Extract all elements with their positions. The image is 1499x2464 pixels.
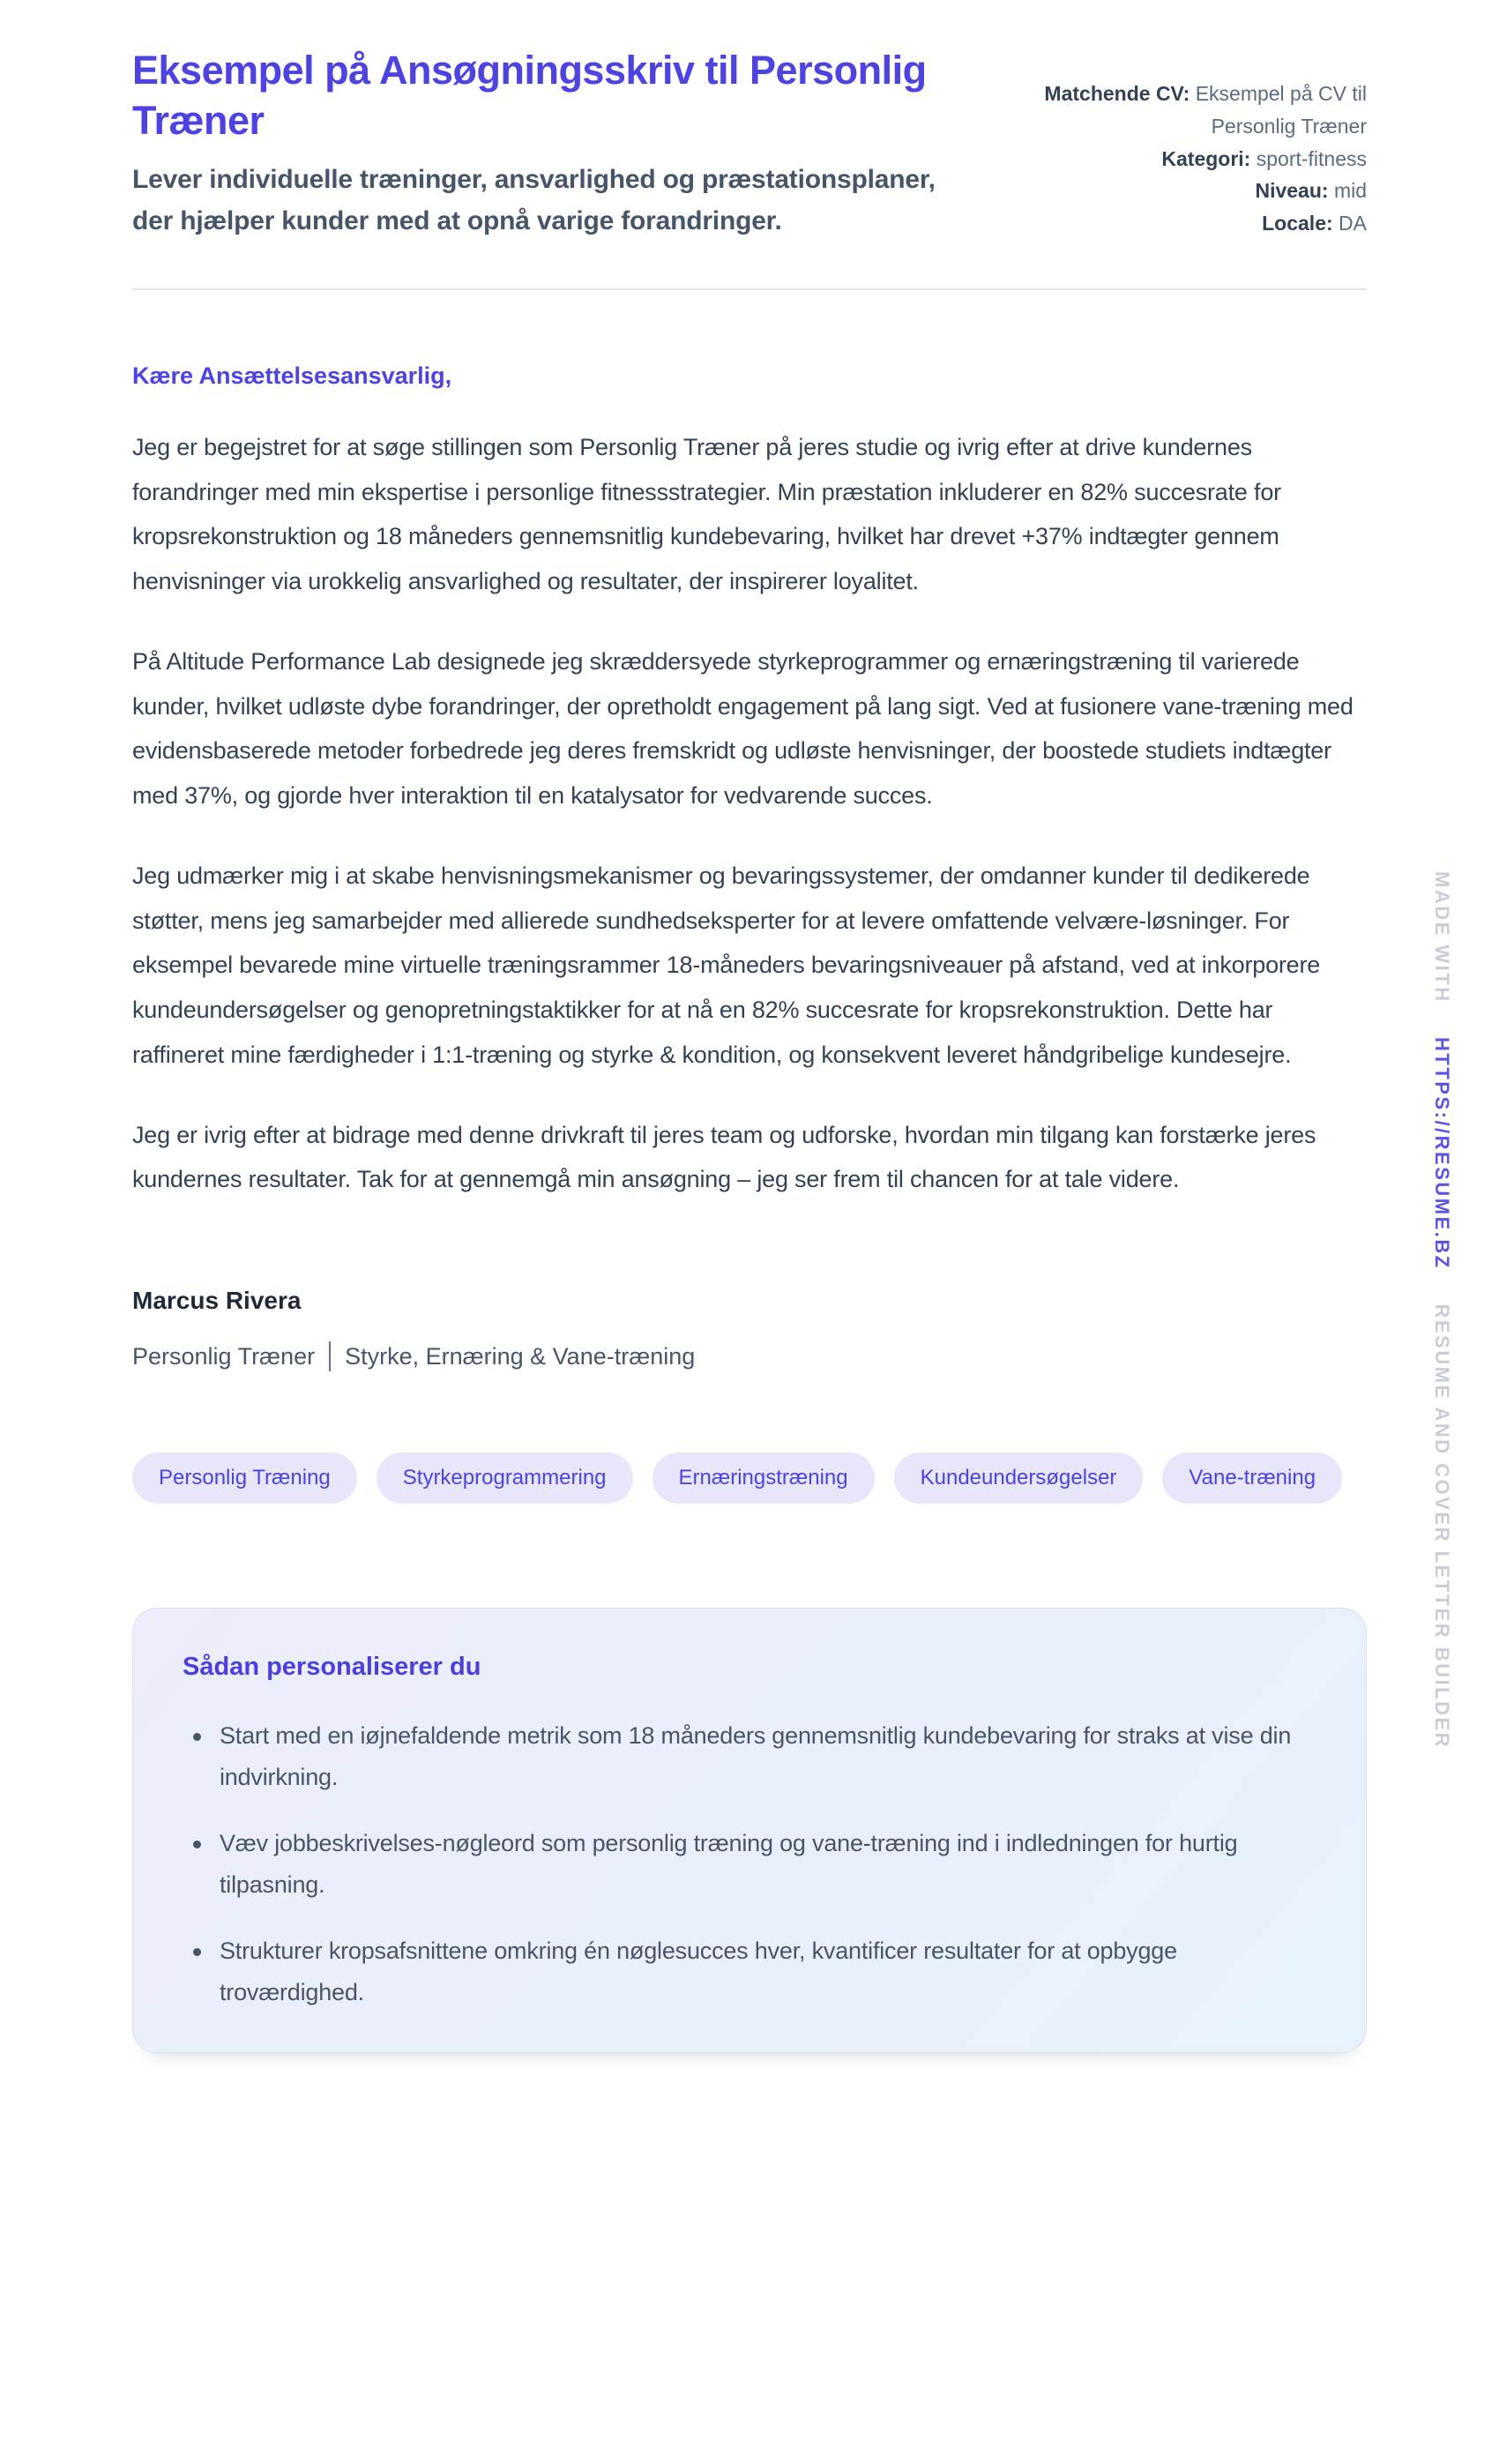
divider (132, 288, 1367, 290)
tag-pill: Vane-træning (1162, 1452, 1342, 1504)
personalization-tips-box (132, 1608, 1367, 2053)
tag-pill: Styrkeprogrammering (377, 1452, 633, 1504)
letter-paragraph: Jeg er ivrig efter at bidrage med denne drivkraft til jeres team og udforske, hvordan min tilgang kan forstærke jeres kundernes resultater. Tak for at gennemgå min ansøgning – jeg ser frem til chancen for at tale videre. (132, 1121, 1316, 1193)
meta-matching-cv-label: Matchende CV: (1044, 82, 1190, 105)
signature-role: Personlig Træner (132, 1342, 316, 1370)
meta-matching-cv (1033, 78, 1367, 143)
page-title: Eksempel på Ansøgningsskriv til Personlig Træner (132, 48, 927, 143)
skill-tags (132, 1452, 1367, 1504)
tips-list (183, 1715, 1316, 2013)
made-with-text: MADE WITH (1431, 871, 1453, 1004)
meta-locale-label: Locale: (1262, 212, 1333, 235)
meta-locale-value: DA (1339, 212, 1367, 235)
tag-pill: Ernæringstræning (653, 1452, 875, 1504)
meta-category-value: sport-fitness (1256, 146, 1367, 170)
signature-name: Marcus Rivera (132, 1287, 302, 1315)
meta-category-label: Kategori: (1161, 146, 1251, 170)
meta-locale (1033, 207, 1367, 240)
meta-level-value: mid (1333, 179, 1367, 203)
letter-paragraph: Jeg udmærker mig i at skabe henvisningsmekanismer og bevaringssystemer, der omdanner kunder til dedikerede støtter, mens jeg samarbejder med allierede sundhedseksperter for at levere omfattende velvære-løsninger. For eksempel bevarede mine virtuelle træningsrammer 18-måneders bevaringsniveauer på afstand, ved at inkorporere kundeundersøgelser og genopretningstaktikker for at nå en 82% succesrate for kropsrekonstruktion. Dette har raffineret mine færdigheder i 1:1-træning og styrke & kondition, og konsekvent leveret håndgribelige kundesejre. (132, 862, 1321, 1068)
meta-matching-cv-value: Eksempel på CV til Personlig Træner (1195, 82, 1367, 138)
header (132, 46, 1367, 243)
meta-level (1033, 175, 1367, 207)
salutation: Kære Ansættelsesansvarlig, (132, 362, 452, 389)
tag-pill: Personlig Træning (132, 1452, 357, 1504)
cover-letter-body (132, 362, 1367, 1371)
made-with-branding (1430, 871, 1453, 1749)
letter-paragraph: Jeg er begejstret for at søge stillingen som Personlig Træner på jeres studie og ivrig efter at drive kundernes forandringer med min ekspertise i personlige fitnessstrategier. Min præstation inkluderer en 82% succesrate for kropsrekonstruktion og 18 måneders gennemsnitlig kundebevaring, hvilket har drevet +37% indtægter gennem henvisninger via urokkelig ansvarlighed og resultater, der inspirerer loyalitet. (132, 433, 1281, 595)
tip-item: Strukturer kropsafsnittene omkring én nøglesucces hver, kvantificer resultater for at opbygge troværdighed. (183, 1930, 1316, 2013)
page-subtitle: Lever individuelle træninger, ansvarlighed og præstationsplaner, der hjælper kunder med at opnå varige forandringer. (132, 165, 936, 236)
tips-heading: Sådan personaliserer du (183, 1653, 481, 1682)
separator (329, 1341, 331, 1371)
signature-block (132, 1287, 1367, 1371)
branding-tagline: RESUME AND COVER LETTER BUILDER (1431, 1303, 1453, 1750)
tip-item: Start med en iøjnefaldende metrik som 18 måneders gennemsnitlig kundebevaring for straks at vise din indvirkning. (183, 1715, 1316, 1798)
signature-specialties: Styrke, Ernæring & Vane-træning (345, 1342, 696, 1370)
meta-level-label: Niveau: (1255, 179, 1329, 203)
tip-item: Væv jobbeskrivelses-nøgleord som personlig træning og vane-træning ind i indledningen for hurtig tilpasning. (183, 1823, 1316, 1906)
tag-pill: Kundeundersøgelser (894, 1452, 1144, 1504)
meta-category (1033, 143, 1367, 175)
signature-role-line (132, 1341, 1367, 1371)
meta-panel (1033, 78, 1367, 240)
resume-bz-link[interactable]: HTTPS://RESUME.BZ (1431, 1037, 1453, 1270)
letter-paragraph: På Altitude Performance Lab designede jeg skræddersyede styrkeprogrammer og ernæringstræning til varierede kunder, hvilket udløste dybe forandringer, der opretholdt engagement på lang sigt. Ved at fusionere vane-træning med evidensbaserede metoder forbedrede jeg deres fremskridt og udløste henvisninger, der boostede studiets indtægter med 37%, og gjorde hver interaktion til en katalysator for vedvarende succes. (132, 647, 1354, 810)
